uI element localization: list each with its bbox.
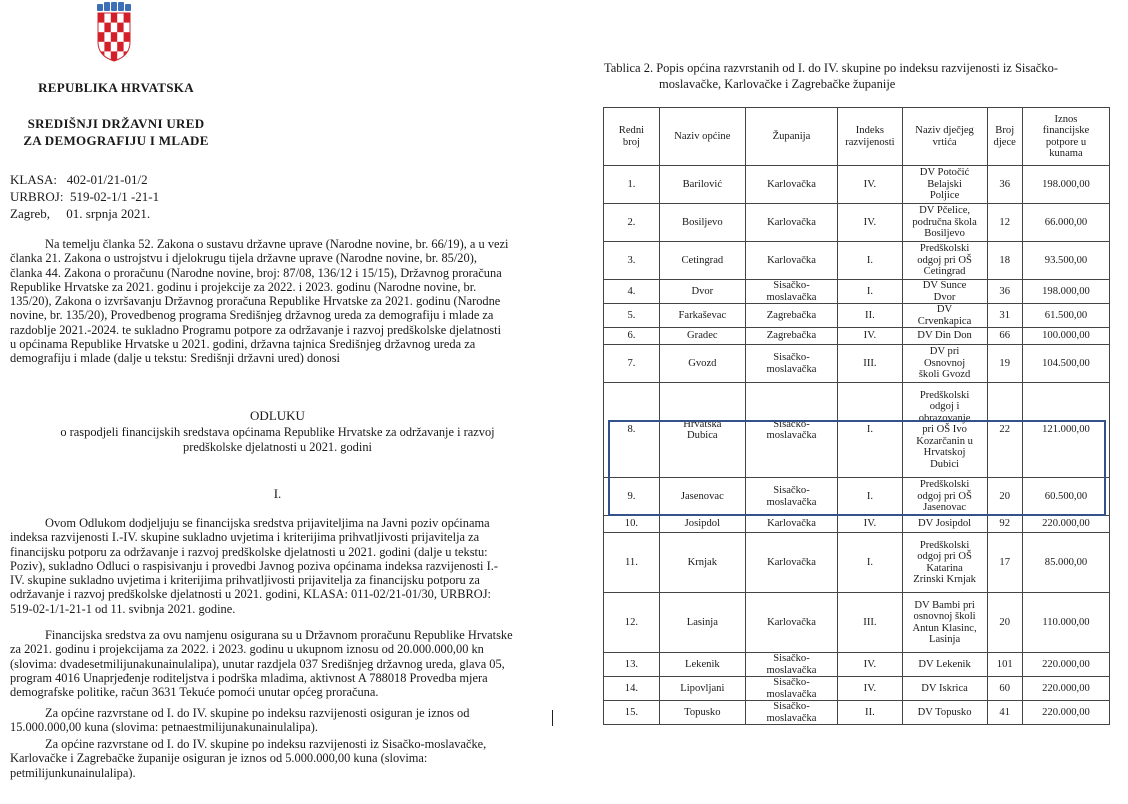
cell-index: II. (838, 304, 902, 328)
body-paragraph-4 (10, 737, 545, 780)
cell-amount: 93.500,00 (1022, 242, 1109, 280)
table-row (604, 328, 1110, 345)
cell-index: IV. (838, 653, 902, 677)
body-line: za 2021. godinu i projekcijama za 2022. i 2023. godinu u ukupnom iznosu od 20.000.000,00 kn (10, 642, 484, 657)
header-zupanija: Županija (745, 108, 837, 166)
cell-amount: 121.000,00 (1022, 383, 1109, 478)
cell-number: 5. (604, 304, 660, 328)
section-number: I. (273, 486, 282, 501)
cell-children: 20 (987, 593, 1022, 653)
table-row (604, 701, 1110, 725)
body-line: Financijska sredstva za ovu namjenu osigurana su u Državnom proračunu Republike Hrvatske (45, 628, 513, 642)
cell-index: IV. (838, 166, 902, 204)
decision-subtitle-line2: predškolske djelatnosti u 2021. godini (183, 440, 372, 454)
cell-county: Sisačko- moslavačka (745, 280, 837, 304)
body-line: IV. skupine sukladno uvjetima i kriterijima prihvatljivosti prijavitelja za financijsku potporu za (10, 573, 480, 588)
cell-municipality: Dvor (659, 280, 745, 304)
cell-kindergarten: Predškolski odgoj pri OŠ Jasenovac (902, 478, 987, 516)
table-row (604, 204, 1110, 242)
cell-number: 12. (604, 593, 660, 653)
cell-kindergarten: Predškolski odgoj pri OŠ Cetingrad (902, 242, 987, 280)
cell-municipality: Bosiljevo (659, 204, 745, 242)
table-row (604, 304, 1110, 328)
cell-county: Sisačko- moslavačka (745, 677, 837, 701)
cell-amount: 104.500,00 (1022, 345, 1109, 383)
cell-children: 17 (987, 533, 1022, 593)
cell-children: 22 (987, 383, 1022, 478)
urbroj: URBROJ: 519-02-1/1 -21-1 (10, 189, 160, 204)
cell-amount: 66.000,00 (1022, 204, 1109, 242)
body-line: indeksa razvijenosti I.-IV. skupine sukladno uvjetima i kriterijima prihvatljivosti prijavitelja za (10, 530, 480, 545)
cell-county: Karlovačka (745, 204, 837, 242)
cell-amount: 61.500,00 (1022, 304, 1109, 328)
body-line: 519-02-1/1-21-1 od 11. svibnja 2021. godine. (10, 601, 236, 616)
cell-amount: 198.000,00 (1022, 280, 1109, 304)
table-row (604, 593, 1110, 653)
cell-number: 11. (604, 533, 660, 593)
body-line: Poziv), sukladno Odluci o raspisivanju i provedbi Javnog poziva općinama indeksa razvijenosti I.- (10, 558, 498, 573)
preamble-line: 135/20), Zakona o izvršavanju Državnog proračuna Republike Hrvatske za 2021. godinu (Narodne (10, 294, 501, 309)
cell-index: IV. (838, 516, 902, 533)
cell-index: IV. (838, 204, 902, 242)
cell-kindergarten: DV Bambi pri osnovnoj školi Antun Klasinc, Lasinja (902, 593, 987, 653)
cell-children: 20 (987, 478, 1022, 516)
cell-index: IV. (838, 328, 902, 345)
body-paragraph-1 (10, 516, 545, 616)
croatian-coat-of-arms-icon (96, 2, 132, 62)
table-caption-line1: Tablica 2. Popis općina razvrstanih od I. do IV. skupine po indeksu razvijenosti iz Sisačko- (604, 61, 1059, 75)
table-row (604, 516, 1110, 533)
cell-county: Sisačko- moslavačka (745, 701, 837, 725)
cell-county: Sisačko- moslavačka (745, 653, 837, 677)
cell-municipality: Gvozd (659, 345, 745, 383)
cell-children: 31 (987, 304, 1022, 328)
table-caption-line2: moslavačke, Karlovačke i Zagrebačke županije (659, 77, 896, 91)
table-header-row (604, 108, 1110, 166)
body-line: petmilijunkunainulalipa). (10, 765, 136, 780)
cell-amount: 220.000,00 (1022, 677, 1109, 701)
cell-children: 36 (987, 280, 1022, 304)
cell-county: Karlovačka (745, 166, 837, 204)
decision-subtitle-line1: o raspodjeli financijskih sredstava općinama Republike Hrvatske za održavanje i razvoj (60, 425, 495, 439)
cell-index: I. (838, 242, 902, 280)
cell-number: 8. (604, 383, 660, 478)
cell-amount: 198.000,00 (1022, 166, 1109, 204)
header-naziv-opcine: Naziv općine (659, 108, 745, 166)
klasa: KLASA: 402-01/21-01/2 (10, 172, 148, 187)
office-name-line1: SREDIŠNJI DRŽAVNI URED (27, 116, 205, 131)
cell-county: Sisačko- moslavačka (745, 345, 837, 383)
cell-children: 36 (987, 166, 1022, 204)
municipality-table (603, 107, 1110, 725)
preamble-line: Republike Hrvatske za 2021. godinu i projekcije za 2022. i 2023. godinu (Narodne novine, br. (10, 279, 477, 294)
cell-number: 9. (604, 478, 660, 516)
preamble-paragraph (10, 237, 545, 366)
cell-children: 41 (987, 701, 1022, 725)
preamble-line: članka 44. Zakona o proračunu (Narodne novine, broj: 87/08, 136/12 i 15/15), Državnog proračuna (10, 265, 502, 280)
body-line: program 4016 Unaprjeđenje roditeljstva i podrška mladima, aktivnost A 788018 Provedba mjera (10, 670, 488, 685)
cell-kindergarten: Predškolski odgoj i obrazovanje pri OŠ Ivo Kozarčanin u Hrvatskoj Dubici (902, 383, 987, 478)
header-indeks: Indeks razvijenosti (838, 108, 902, 166)
cell-index: III. (838, 345, 902, 383)
cell-county: Karlovačka (745, 533, 837, 593)
cell-county: Karlovačka (745, 516, 837, 533)
table-row (604, 653, 1110, 677)
cell-kindergarten: DV Lekenik (902, 653, 987, 677)
office-name-line2: ZA DEMOGRAFIJU I MLADE (23, 133, 209, 148)
cell-kindergarten: DV Iskrica (902, 677, 987, 701)
cell-municipality: Cetingrad (659, 242, 745, 280)
cell-kindergarten: DV Potočić Belajski Poljice (902, 166, 987, 204)
cell-number: 3. (604, 242, 660, 280)
cell-children: 60 (987, 677, 1022, 701)
body-line: demografske politike, račun 3631 Tekuće pomoći unutar općeg proračuna. (10, 685, 379, 700)
body-line: (slovima: dvadesetmilijunakunainulalipa), unutar razdjela 037 Središnjeg državnog ureda, glava 05, (10, 656, 505, 671)
table-row (604, 345, 1110, 383)
cell-children: 18 (987, 242, 1022, 280)
header-vrtic: Naziv dječjeg vrtića (902, 108, 987, 166)
cell-number: 6. (604, 328, 660, 345)
body-line: održavanje i razvoj predškolske djelatnosti u 2021. godini, KLASA: 011-02/21-01/30, URBROJ: (10, 587, 491, 602)
cell-number: 2. (604, 204, 660, 242)
body-line: Karlovačke i Zagrebačke županije osiguran je iznos od 5.000.000,00 kuna (slovima: (10, 751, 428, 766)
cell-kindergarten: Predškolski odgoj pri OŠ Katarina Zrinski Krnjak (902, 533, 987, 593)
cell-amount: 85.000,00 (1022, 533, 1109, 593)
cell-kindergarten: DV Sunce Dvor (902, 280, 987, 304)
cell-municipality: Farkaševac (659, 304, 745, 328)
text-cursor (552, 710, 553, 726)
body-line: Ovom Odlukom dodjeljuju se financijska sredstva prijaviteljima na Javni poziv općinama (45, 516, 490, 530)
decision-document (0, 0, 560, 804)
cell-children: 92 (987, 516, 1022, 533)
highlight-box (608, 420, 1106, 516)
cell-amount: 60.500,00 (1022, 478, 1109, 516)
cell-municipality: Jasenovac (659, 478, 745, 516)
body-line: 15.000.000,00 kuna (slovima: petnaestmilijunakunainulalipa). (10, 720, 318, 735)
table-caption (604, 60, 1104, 92)
cell-kindergarten: DV Josipdol (902, 516, 987, 533)
cell-municipality: Lekenik (659, 653, 745, 677)
cell-number: 1. (604, 166, 660, 204)
cell-municipality: Gradec (659, 328, 745, 345)
cell-county: Sisačko- moslavačka (745, 478, 837, 516)
preamble-line: novine, br. 135/20), Provedbenog programa Središnjeg državnog ureda za demografiju i mlade za (10, 308, 494, 323)
cell-number: 7. (604, 345, 660, 383)
header-broj-djece: Broj djece (987, 108, 1022, 166)
table-row (604, 242, 1110, 280)
cell-index: I. (838, 383, 902, 478)
preamble-line: članka 21. Zakona o ustrojstvu i djelokrugu tijela državne uprave (Narodne novine, br. 85/20), (10, 251, 477, 266)
cell-amount: 220.000,00 (1022, 653, 1109, 677)
cell-kindergarten: DV pri Osnovnoj školi Gvozd (902, 345, 987, 383)
cell-county: Karlovačka (745, 593, 837, 653)
state-name: REPUBLIKA HRVATSKA (38, 80, 194, 95)
cell-children: 66 (987, 328, 1022, 345)
cell-kindergarten: DV Din Don (902, 328, 987, 345)
table-row (604, 533, 1110, 593)
cell-amount: 220.000,00 (1022, 701, 1109, 725)
cell-index: III. (838, 593, 902, 653)
cell-municipality: Barilović (659, 166, 745, 204)
cell-municipality: Topusko (659, 701, 745, 725)
cell-number: 4. (604, 280, 660, 304)
body-paragraph-3 (10, 706, 545, 735)
cell-municipality: Josipdol (659, 516, 745, 533)
cell-number: 10. (604, 516, 660, 533)
cell-index: I. (838, 533, 902, 593)
cell-municipality: Krnjak (659, 533, 745, 593)
cell-children: 101 (987, 653, 1022, 677)
body-paragraph-2 (10, 628, 545, 699)
preamble-line: razdoblje 2021.-2024. te sukladno Programu potpore za održavanje i razvoj predškolske djelatnosti (10, 322, 502, 337)
preamble-line: demografiju i mlade (dalje u tekstu: Središnji državni ured) donosi (10, 351, 340, 366)
cell-municipality: Lipovljani (659, 677, 745, 701)
cell-amount: 220.000,00 (1022, 516, 1109, 533)
cell-number: 14. (604, 677, 660, 701)
body-line: Za općine razvrstane od I. do IV. skupine po indeksu razvijenosti iz Sisačko-moslavačke, (45, 737, 487, 751)
cell-county: Sisačko- moslavačka (745, 383, 837, 478)
cell-amount: 100.000,00 (1022, 328, 1109, 345)
cell-kindergarten: DV Pčelice, područna škola Bosiljevo (902, 204, 987, 242)
cell-children: 12 (987, 204, 1022, 242)
cell-kindergarten: DV Crvenkapica (902, 304, 987, 328)
cell-index: I. (838, 478, 902, 516)
cell-index: IV. (838, 677, 902, 701)
cell-number: 15. (604, 701, 660, 725)
table-row (604, 280, 1110, 304)
preamble-line: Na temelju članka 52. Zakona o sustavu državne uprave (Narodne novine, br. 66/19), a u vezi (45, 237, 509, 251)
cell-municipality: Hrvatska Dubica (659, 383, 745, 478)
cell-county: Zagrebačka (745, 304, 837, 328)
cell-index: II. (838, 701, 902, 725)
header-iznos: Iznos financijske potpore u kunama (1022, 108, 1109, 166)
place-date: Zagreb, 01. srpnja 2021. (10, 206, 151, 221)
cell-county: Zagrebačka (745, 328, 837, 345)
cell-municipality: Lasinja (659, 593, 745, 653)
table-row (604, 677, 1110, 701)
header-redni-broj: Redni broj (604, 108, 660, 166)
body-line: financijsku potporu za održavanje i razvoj predškolske djelatnosti u 2021. godini (dalje u tekstu: (10, 544, 488, 559)
table-row (604, 166, 1110, 204)
cell-index: I. (838, 280, 902, 304)
cell-children: 19 (987, 345, 1022, 383)
cell-amount: 110.000,00 (1022, 593, 1109, 653)
cell-number: 13. (604, 653, 660, 677)
cell-county: Karlovačka (745, 242, 837, 280)
decision-title: ODLUKU (250, 408, 305, 423)
body-line: Za općine razvrstane od I. do IV. skupine po indeksu razvijenosti osiguran je iznos od (45, 706, 470, 720)
preamble-line: u općinama Republike Hrvatske u 2021. godini, državna tajnica Središnjeg državnog ureda za (10, 337, 476, 352)
cell-kindergarten: DV Topusko (902, 701, 987, 725)
